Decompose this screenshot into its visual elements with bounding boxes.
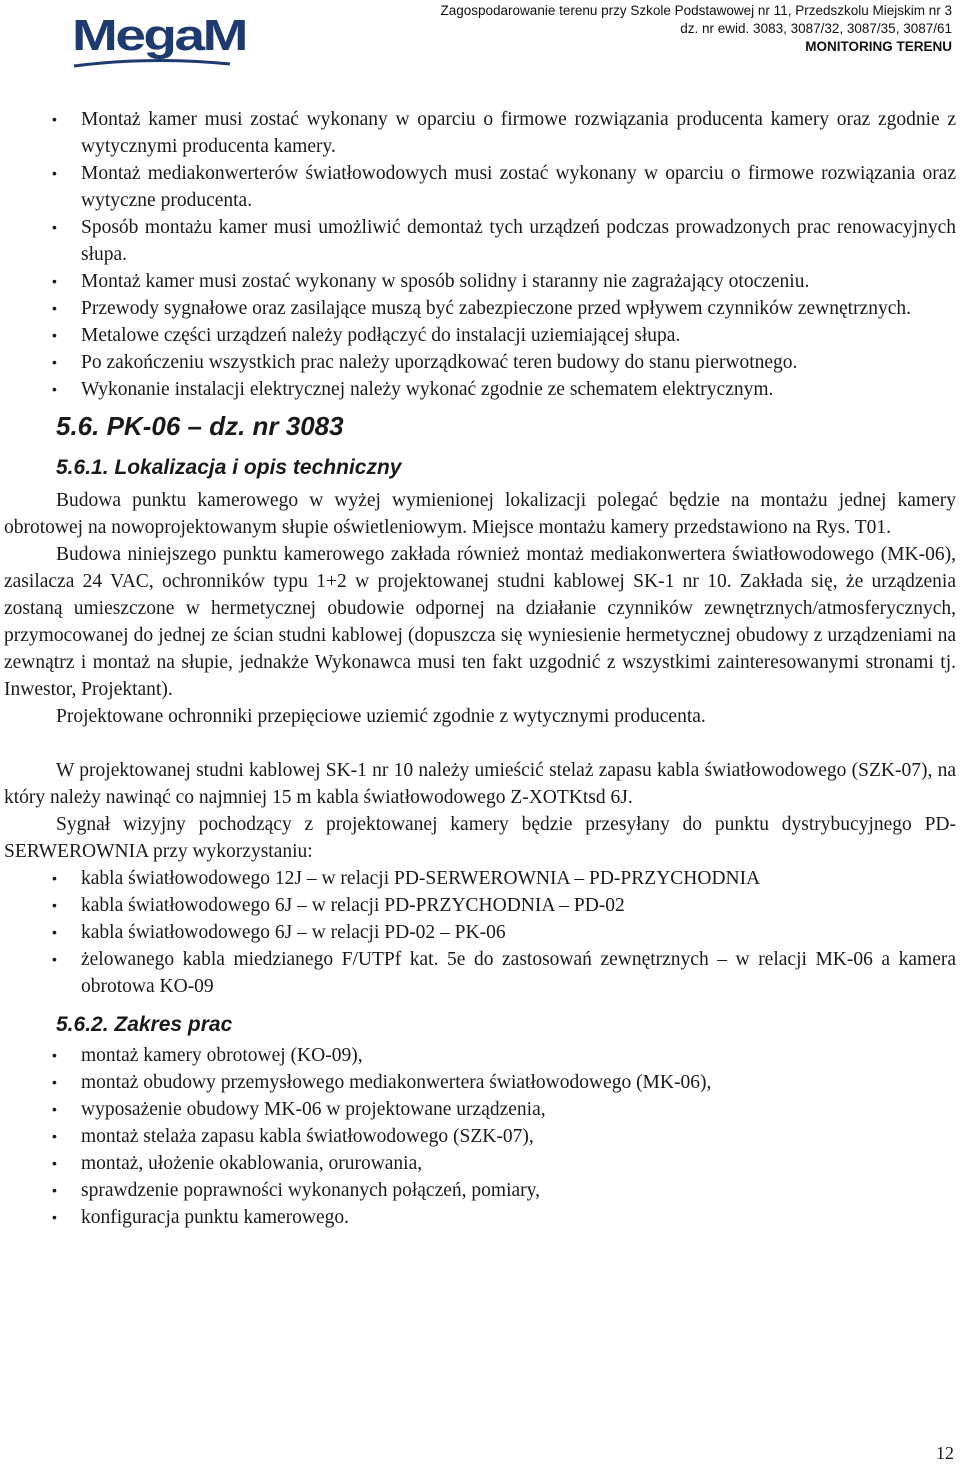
list-item: • montaż kamery obrotowej (KO-09), xyxy=(4,1042,956,1069)
subsection-heading-scope: 5.6.2. Zakres prac xyxy=(56,1013,233,1036)
list-item: • sprawdzenie poprawności wykonanych połączeń, pomiary, xyxy=(4,1177,956,1204)
list-item: • montaż obudowy przemysłowego mediakonwertera światłowodowego (MK-06), xyxy=(4,1069,956,1096)
page-number: 12 xyxy=(936,1443,954,1463)
list-item: • żelowanego kabla miedzianego F/UTPf kat. 5e do zastosowań zewnętrznych – w relacji MK-06 a kamera obrotowa KO-09 xyxy=(4,946,956,1000)
list-item: • kabla światłowodowego 6J – w relacji PD-PRZYCHODNIA – PD-02 xyxy=(4,892,956,919)
paragraph: W projektowanej studni kablowej SK-1 nr 10 należy umieścić stelaż zapasu kabla światłowodowego (SZK-07), na który należy nawinąć co najmniej 15 m kabla światłowodowego Z-XOTKtsd 6J. xyxy=(4,760,956,808)
logo-swoosh-icon xyxy=(72,58,232,70)
cable-list xyxy=(4,865,956,1000)
list-item: • konfiguracja punktu kamerowego. xyxy=(4,1204,956,1231)
list-item: • montaż, ułożenie okablowania, orurowania, xyxy=(4,1150,956,1177)
section-heading: 5.6. PK-06 – dz. nr 3083 xyxy=(56,411,344,441)
logo-wordmark: MegaM xyxy=(72,11,246,60)
document-body xyxy=(4,106,956,1231)
subsection-heading-location: 5.6.1. Lokalizacja i opis techniczny xyxy=(56,456,402,479)
list-item: • Montaż kamer musi zostać wykonany w oparciu o firmowe rozwiązania producenta kamery oraz zgodnie z wytycznymi producenta kamery. xyxy=(4,106,956,160)
list-item: • kabla światłowodowego 12J – w relacji PD-SERWEROWNIA – PD-PRZYCHODNIA xyxy=(4,865,956,892)
paragraph: Budowa niniejszego punktu kamerowego zakłada również montaż mediakonwertera światłowodowego (MK-06), zasilacza 24 VAC, ochronników typu 1+2 w projektowanej studni kablowej SK-1 nr 10. Zakłada się, że urządzenia zostaną umieszczone w hermetycznej obudowie odpornej na działanie czynników zewnętrznych/atmosferycznych, przymocowanej do jednej ze ścian studni kablowej (dopuszcza się wyniesienie hermetycznej obudowy z urządzeniami na zewnątrz i montaż na słupie, jednakże Wykonawca musi ten fakt uzgodnić z wszystkimi zainteresowanymi stronami tj. Inwestor, Projektant). xyxy=(4,544,956,700)
header-project-title: Zagospodarowanie terenu przy Szkole Podstawowej nr 11, Przedszkolu Miejskim nr 3 xyxy=(440,3,952,18)
list-item: • Montaż kamer musi zostać wykonany w sposób solidny i staranny nie zagrażający otoczeniu. xyxy=(4,268,956,295)
scope-of-work-list xyxy=(4,1042,956,1231)
header-section-name: MONITORING TERENU xyxy=(805,39,952,54)
list-item: • wyposażenie obudowy MK-06 w projektowane urządzenia, xyxy=(4,1096,956,1123)
list-item: • Metalowe części urządzeń należy podłączyć do instalacji uziemiającej słupa. xyxy=(4,322,956,349)
list-item: • Sposób montażu kamer musi umożliwić demontaż tych urządzeń podczas prowadzonych prac renowacyjnych słupa. xyxy=(4,214,956,268)
list-item: • montaż stelaża zapasu kabla światłowodowego (SZK-07), xyxy=(4,1123,956,1150)
header-parcel-numbers: dz. nr ewid. 3083, 3087/32, 3087/35, 3087/61 xyxy=(680,21,952,36)
list-item: • Po zakończeniu wszystkich prac należy uporządkować teren budowy do stanu pierwotnego. xyxy=(4,349,956,376)
list-item: • Wykonanie instalacji elektrycznej należy wykonać zgodnie ze schematem elektrycznym. xyxy=(4,376,956,403)
list-item: • Przewody sygnałowe oraz zasilające muszą być zabezpieczone przed wpływem czynników zewnętrznych. xyxy=(4,295,956,322)
list-item: • kabla światłowodowego 6J – w relacji PD-02 – PK-06 xyxy=(4,919,956,946)
paragraph: Budowa punktu kamerowego w wyżej wymienionej lokalizacji polegać będzie na montażu jednej kamery obrotowej na nowoprojektowanym słupie oświetleniowym. Miejsce montażu kamery przedstawiono na Rys. T01. xyxy=(4,490,956,538)
installation-requirements-list xyxy=(4,106,956,403)
paragraph: Sygnał wizyjny pochodzący z projektowanej kamery będzie przesyłany do punktu dystrybucyjnego PD-SERWEROWNIA przy wykorzystaniu: xyxy=(4,814,956,862)
company-logo xyxy=(72,11,246,60)
paragraph: Projektowane ochronniki przepięciowe uziemić zgodnie z wytycznymi producenta. xyxy=(56,706,706,727)
document-header-info xyxy=(441,2,953,56)
list-item: • Montaż mediakonwerterów światłowodowych musi zostać wykonany w oparciu o firmowe rozwiązania oraz wytyczne producenta. xyxy=(4,160,956,214)
page-header xyxy=(0,0,960,80)
